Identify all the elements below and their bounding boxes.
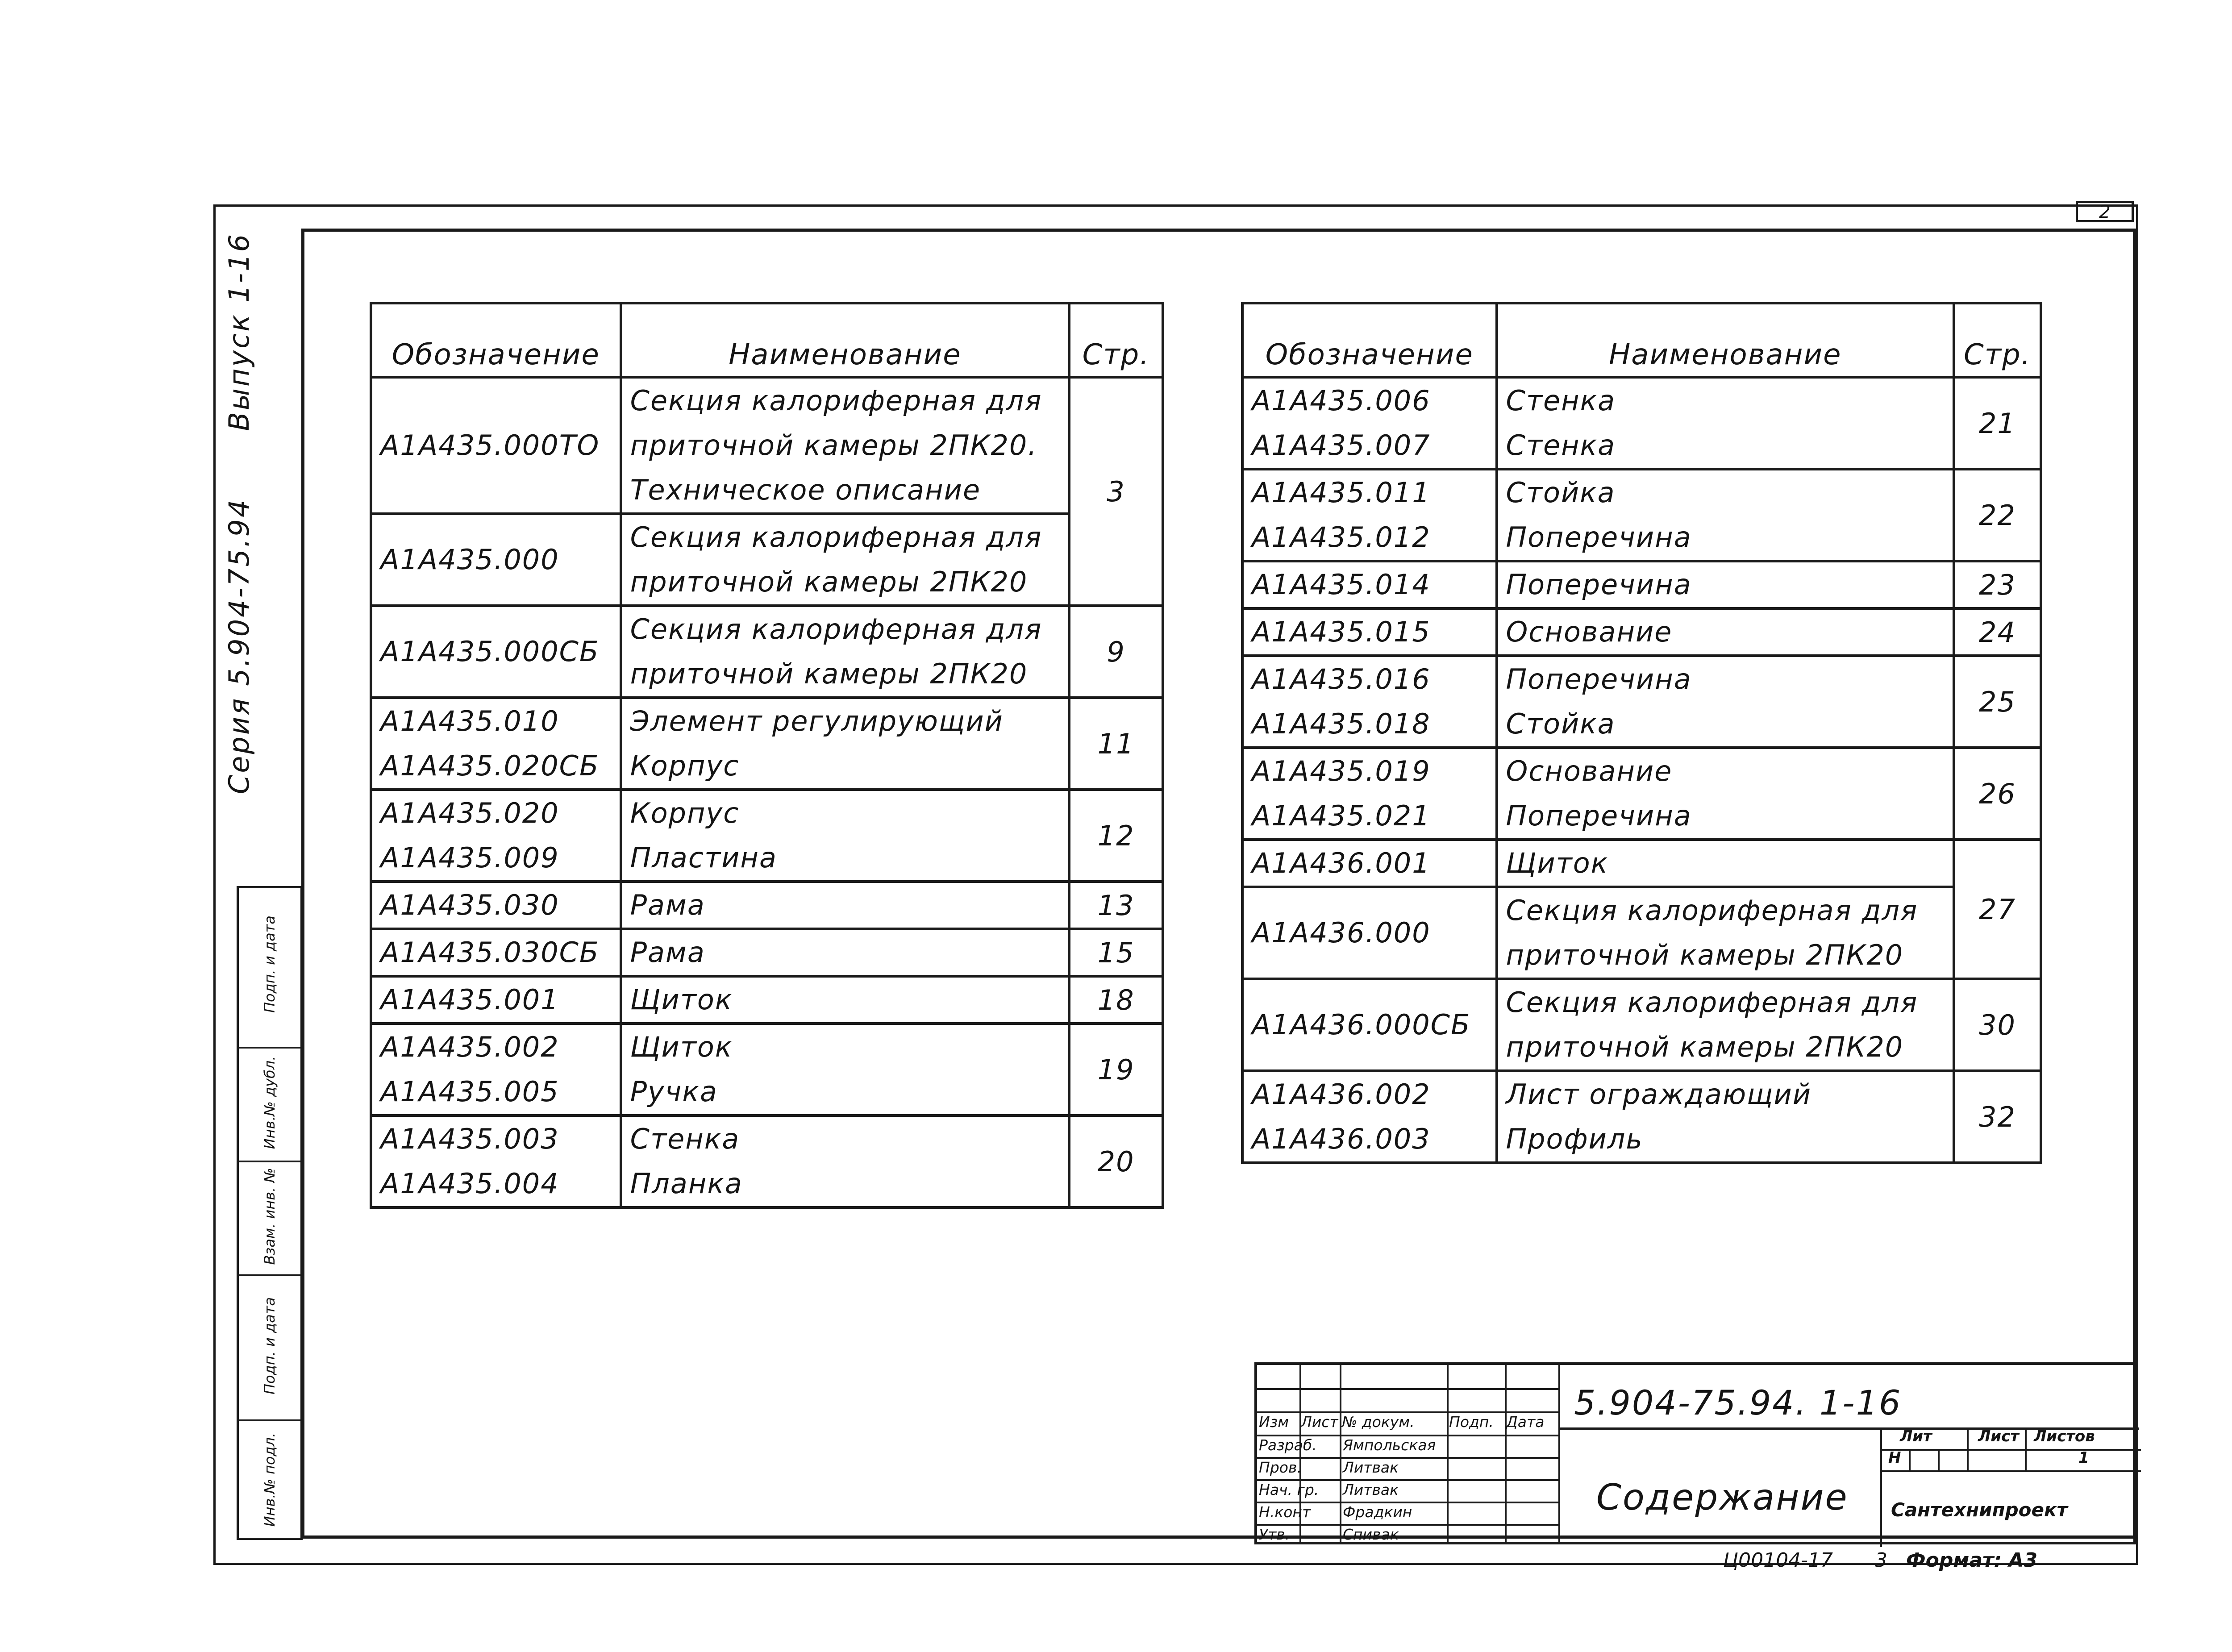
col-header-name: Наименование <box>1497 303 1954 377</box>
cell-name: Щиток Ручка <box>621 1024 1070 1115</box>
stamp-label: Взам. инв. № <box>261 1168 278 1265</box>
cell-code: А1А435.000СБ <box>371 606 621 698</box>
cell-name: Секция калориферная для приточной камеры 2ПК20 <box>1497 979 1954 1071</box>
archive-number: Ц00104-17 <box>1723 1549 1833 1572</box>
cell-name: Секция калориферная для приточной камеры 2ПК20 <box>621 514 1070 606</box>
grid-col <box>1558 1365 1560 1542</box>
sheet-number: 2 <box>2076 201 2134 222</box>
cell-name: Секция калориферная для приточной камеры 2ПК20 <box>621 606 1070 698</box>
document-title: Содержание <box>1596 1477 1849 1518</box>
grid-head-label: № докум. <box>1342 1413 1415 1431</box>
table-row <box>1242 469 2041 561</box>
cell-name: Щиток <box>1497 840 1954 887</box>
grid-col <box>1340 1365 1341 1542</box>
org-divider <box>1882 1470 2141 1472</box>
sheets-label: Листов <box>2034 1427 2095 1445</box>
cell-name: Стойка Поперечина <box>1497 469 1954 561</box>
grid-row <box>1257 1457 1558 1459</box>
cell-page: 3 <box>1069 377 1163 606</box>
signer-name: Литвак <box>1343 1481 1399 1498</box>
grid-head-label: Изм <box>1259 1413 1289 1431</box>
cell-page: 23 <box>1954 561 2041 608</box>
org-block <box>1880 1427 2141 1547</box>
grid-head-label: Лист <box>1301 1413 1338 1431</box>
signer-role: Утв. <box>1259 1526 1290 1543</box>
table-row <box>1242 608 2041 656</box>
table-row <box>1242 561 2041 608</box>
table-row <box>1242 377 2041 469</box>
table-row <box>371 929 1163 976</box>
cell-page: 11 <box>1069 698 1163 790</box>
cell-page: 13 <box>1069 882 1163 929</box>
cell-page: 18 <box>1069 976 1163 1024</box>
signer-role: Нач. гр. <box>1259 1481 1319 1498</box>
stamp-strip <box>237 886 303 1540</box>
title-block <box>1254 1362 2136 1544</box>
contents-table-left <box>370 302 1164 1209</box>
cell-code: А1А436.001 <box>1242 840 1497 887</box>
table-row <box>1242 979 2041 1071</box>
cell-name: Поперечина <box>1497 561 1954 608</box>
cell-page: 20 <box>1069 1115 1163 1207</box>
table-row <box>371 976 1163 1024</box>
cell-code: А1А435.020 А1А435.009 <box>371 790 621 882</box>
org-col <box>1967 1427 1969 1470</box>
table-row <box>371 1115 1163 1207</box>
cell-code: А1А435.011 А1А435.012 <box>1242 469 1497 561</box>
cell-page: 27 <box>1954 840 2041 979</box>
cell-name: Основание <box>1497 608 1954 656</box>
cell-name: Секция калориферная для приточной камеры 2ПК20 <box>1497 887 1954 979</box>
table-row <box>371 377 1163 514</box>
sheet-format: Формат: А3 <box>1906 1549 2038 1572</box>
lit-label: Лит <box>1900 1427 1932 1445</box>
col-header-code: Обозначение <box>1242 303 1497 377</box>
col-header-page: Стр. <box>1069 303 1163 377</box>
table-row <box>371 1024 1163 1115</box>
sheet-label: Лист <box>1978 1427 2019 1445</box>
cell-code: А1А435.002 А1А435.005 <box>371 1024 621 1115</box>
col-header-name: Наименование <box>621 303 1070 377</box>
cell-code: А1А435.001 <box>371 976 621 1024</box>
cell-code: А1А435.030СБ <box>371 929 621 976</box>
cell-name: Рама <box>621 882 1070 929</box>
table-row <box>1242 887 2041 979</box>
cell-page: 12 <box>1069 790 1163 882</box>
cell-code: А1А436.000 <box>1242 887 1497 979</box>
cell-code: А1А435.030 <box>371 882 621 929</box>
contents-table-right <box>1241 302 2042 1164</box>
cell-code: А1А435.019 А1А435.021 <box>1242 748 1497 840</box>
table-row <box>1242 1071 2041 1163</box>
cell-name: Основание Поперечина <box>1497 748 1954 840</box>
grid-row <box>1257 1524 1558 1526</box>
stamp-label: Подп. и дата <box>261 1297 278 1394</box>
org-divider <box>1882 1449 2141 1451</box>
table-row <box>371 698 1163 790</box>
signer-name: Литвак <box>1343 1459 1399 1476</box>
col-header-page: Стр. <box>1954 303 2041 377</box>
signer-name: Спивак <box>1343 1526 1399 1543</box>
cell-code: А1А435.014 <box>1242 561 1497 608</box>
cell-name: Лист ограждающий Профиль <box>1497 1071 1954 1163</box>
table-row <box>1242 656 2041 748</box>
series-label: Серия 5.904-75.94 <box>222 498 255 795</box>
grid-col <box>1447 1365 1449 1542</box>
cell-page: 25 <box>1954 656 2041 748</box>
cell-name: Щиток <box>621 976 1070 1024</box>
org-col <box>1909 1449 1911 1470</box>
table-row <box>371 514 1163 606</box>
organization: Сантехнипроект <box>1891 1499 2068 1521</box>
cell-page: 21 <box>1954 377 2041 469</box>
org-col <box>1938 1449 1940 1470</box>
signature-grid <box>1257 1365 1558 1542</box>
signer-name: Ямпольская <box>1343 1436 1436 1454</box>
cell-page: 9 <box>1069 606 1163 698</box>
cell-code: А1А435.015 <box>1242 608 1497 656</box>
cell-name: Корпус Пластина <box>621 790 1070 882</box>
table-row <box>371 790 1163 882</box>
col-header-code: Обозначение <box>371 303 621 377</box>
stamp-label: Инв.№ дубл. <box>261 1056 278 1149</box>
table-header-row <box>371 303 1163 377</box>
cell-code: А1А436.000СБ <box>1242 979 1497 1071</box>
grid-head-label: Подп. <box>1449 1413 1494 1431</box>
cell-name: Элемент регулирующий Корпус <box>621 698 1070 790</box>
cell-code: А1А435.000ТО <box>371 377 621 514</box>
cell-code: А1А435.006 А1А435.007 <box>1242 377 1497 469</box>
table-row <box>1242 840 2041 887</box>
signer-role: Разраб. <box>1259 1436 1317 1454</box>
cell-name: Стенка Планка <box>621 1115 1070 1207</box>
grid-col <box>1505 1365 1507 1542</box>
copy-number: 3 <box>1875 1549 1887 1572</box>
lit-value: Н <box>1888 1449 1901 1467</box>
cell-page: 32 <box>1954 1071 2041 1163</box>
issue-label: Выпуск 1-16 <box>222 232 255 431</box>
cell-code: А1А435.016 А1А435.018 <box>1242 656 1497 748</box>
table-row <box>1242 748 2041 840</box>
cell-name: Поперечина Стойка <box>1497 656 1954 748</box>
grid-head-label: Дата <box>1506 1413 1545 1431</box>
cell-code: А1А435.003 А1А435.004 <box>371 1115 621 1207</box>
signer-role: Н.конт <box>1259 1503 1311 1521</box>
org-col <box>2025 1427 2027 1470</box>
signer-name: Фрадкин <box>1343 1503 1412 1521</box>
grid-row <box>1257 1388 1558 1390</box>
cell-code: А1А435.010 А1А435.020СБ <box>371 698 621 790</box>
cell-page: 24 <box>1954 608 2041 656</box>
table-row <box>371 882 1163 929</box>
table-header-row <box>1242 303 2041 377</box>
cell-name: Рама <box>621 929 1070 976</box>
cell-page: 15 <box>1069 929 1163 976</box>
stamp-label: Инв.№ подл. <box>261 1432 278 1527</box>
cell-page: 22 <box>1954 469 2041 561</box>
cell-name: Стенка Стенка <box>1497 377 1954 469</box>
cell-page: 30 <box>1954 979 2041 1071</box>
signer-role: Пров. <box>1259 1459 1302 1476</box>
cell-name: Секция калориферная для приточной камеры 2ПК20. Техническое описание <box>621 377 1070 514</box>
table-row <box>371 606 1163 698</box>
sheets-value: 1 <box>2078 1449 2089 1467</box>
cell-page: 19 <box>1069 1024 1163 1115</box>
stamp-label: Подп. и дата <box>261 915 278 1013</box>
cell-code: А1А436.002 А1А436.003 <box>1242 1071 1497 1163</box>
spine-title <box>212 172 266 855</box>
cell-code: А1А435.000 <box>371 514 621 606</box>
cell-page: 26 <box>1954 748 2041 840</box>
document-number: 5.904-75.94. 1-16 <box>1574 1383 1902 1423</box>
